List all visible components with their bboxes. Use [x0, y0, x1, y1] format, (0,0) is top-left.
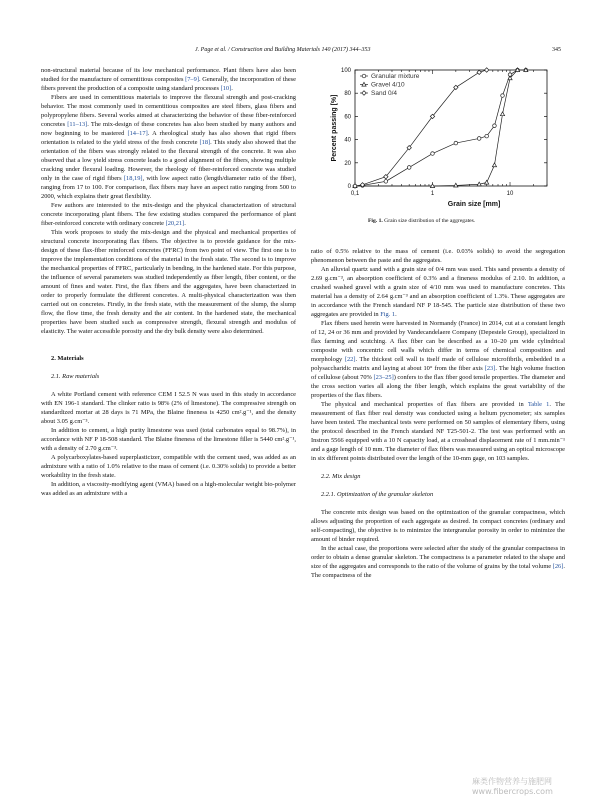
- citation-link[interactable]: [10]: [220, 85, 232, 92]
- paragraph: A white Portland cement with reference CEM I 52.5 N was used in this study in accordance with EN 196-1 standard. The clinker ratio is 98% (2% of limestone). The compressive strength on standardized mortar at 28 days is 71 MPa, the Blaine fineness is 4250 cm².g⁻¹, and the density about 3.05 g.cm⁻³.: [41, 391, 296, 425]
- paragraph: In addition to cement, a high purity limestone was used (total carbonates equal to 98.7%), in accordance with NF P 18-508 standard. The Blaine fineness of the limestone filler is 5440 cm².g⁻¹, with a density of 2.70 g.cm⁻³.: [41, 427, 296, 452]
- data-point: [485, 180, 489, 184]
- right-column: [311, 247, 565, 580]
- citation-link[interactable]: [20,21]: [165, 220, 185, 227]
- left-column: [41, 66, 296, 498]
- journal-header: J. Page et al. / Construction and Building Materials 140 (2017) 344–353: [195, 47, 371, 53]
- data-point: [500, 112, 504, 116]
- x-axis-label: Grain size [mm]: [447, 201, 501, 208]
- citation-link[interactable]: [11–13]: [67, 121, 88, 128]
- paragraph: Fibers are used in cementitious materials to improve the flexural strength and post-cracking behavior. The most commonly used in cementitious composites are steel fibers, glass fibers and polypropylene fibers. Several works aimed at characterizing the behavior of these fiber-reinforced concretes [11–13]. The mix-design of these concretes has also been studied by many authors and now beginning to be mastered [14–17]. A rheological study has also shown that rigid fibers orientation is related to the yield stress of the fresh concrete [18]. This study also showed that the orientation of the fibers was strongly related to the flexural strength of the concrete. It was also observed that a low yield stress concrete leads to a good alignment of the fibers, showing multiple cracking under flexural loading. However, the rheology of fiber-reinforced concrete was studied only in the case of rigid fibers [18,19], with low aspect ratio (length/diameter ratio of the fiber), ranging from 17 to 100. For comparison, flax fibers may have an aspect ratio ranging from 500 to 2000, which explains their great flexibility.: [41, 94, 297, 200]
- data-point: [362, 91, 366, 95]
- data-point: [384, 180, 388, 184]
- table-link[interactable]: Table 1: [527, 401, 550, 408]
- paragraph: This work proposes to study the mix-design and the physical and mechanical properties of structural concrete incorporating flax fibers. The objective is to provide guidance for the mix-design of these flax-fiber reinforced concretes (FFRC) from two point of view. The first one is to improve the implementation conditions of the material in the fresh state. The second is to improve the mechanical properties of FFRC, particularly in bending, in the hardened state. For this purpose, the influence of several parameters was studied independently as fiber length, fiber content, or the amount of fines and water. First, the flax fibers and the aggregates, have been characterized in order to properly formulate the different concretes. A multi-physical characterization was then carried out on concretes. Firstly, in the fresh state, with the measurement of the slump, the slump flow, the flow time, the fresh density and the air content. In the hardened state, the mechanical properties have been studied such as compressive strength, flexural strength and modulus of elasticity. The water accessible porosity and the dry bulk density were also determined.: [41, 229, 296, 335]
- data-point: [492, 163, 496, 167]
- legend-entry: [360, 90, 397, 97]
- paragraph: In the actual case, the proportions were selected after the study of the granular compactness in order to obtain a dense granular skeleton. The compactness is a parameter related to the shape and size of the aggregates and corresponds to the ratio of the volume of grains by the total volume [26]. The compactness of the: [311, 545, 565, 579]
- section-heading: 2. Materials: [51, 355, 84, 362]
- legend-label: Gravel 4/10: [371, 81, 405, 89]
- legend-entry: [360, 73, 420, 80]
- data-point: [485, 134, 489, 138]
- data-point: [454, 141, 458, 145]
- paragraph: Flax fibers used herein were harvested in Normandy (France) in 2014, cut at a constant length of 12, 24 or 36 mm and provided by Vandecandelaere Company (Depestele Group), specialized in flax farming and scutching. A flax fiber can be described as a 10–20 μm wide cylindrical composite with concentric cell walls which differ in terms of chemical composition and morphology [22]. The thickest cell wall is itself made of cellulose microfibrils, embedded in a polysaccharidic matrix and laying at about 10° from the fiber axis [23]. The high volume fraction of cellulose (about 70% [23–25]) confers to the flax fiber good tensile properties. The diameter and the cross section varies all along the fiber length, which explains the great variability of the properties of the flax fibers.: [311, 320, 566, 399]
- legend-label: Granular mixture: [371, 73, 420, 81]
- paragraph: non-structural material because of its low mechanical performance. Plant fibers have also been studied for the manufacture of cementitious composites [7–9]. Generally, the incorporation of these fibers prevent the production of a composite using standard processes [10].: [41, 67, 296, 92]
- subsubsection-heading: 2.2.1. Optimization of the granular skeleton: [321, 491, 434, 498]
- paragraph: ratio of 0.5% relative to the mass of cement (i.e. 0.03% solids) to avoid the segregation phenomenon between the paste and the aggregates.: [311, 248, 565, 264]
- y-tick-label: 80: [344, 91, 351, 98]
- citation-link[interactable]: [7–9]: [185, 76, 199, 83]
- data-point: [477, 137, 481, 141]
- data-point: [493, 124, 497, 128]
- data-point: [362, 74, 366, 78]
- x-tick-label: 0,1: [350, 191, 360, 197]
- y-axis-label: Percent passing [%]: [331, 94, 338, 162]
- citation-link[interactable]: [23]: [484, 365, 496, 372]
- citation-link[interactable]: [23–25]: [373, 374, 394, 381]
- citation-link[interactable]: [14–17]: [127, 130, 148, 137]
- data-point: [477, 70, 481, 74]
- citation-link[interactable]: [22]: [344, 356, 356, 363]
- subsection-heading: 2.1. Raw materials: [51, 373, 100, 380]
- y-tick-label: 100: [340, 68, 351, 74]
- figure-link[interactable]: Fig. 1: [380, 311, 396, 318]
- data-point: [501, 94, 505, 98]
- paragraph: The physical and mechanical properties of flax fibers are provided in Table 1. The measurement of flax fiber real density was conducted using a helium pycnometer; six samples have been tested. The mechanical tests were performed on 50 samples of elementary fibers, using the protocol described in the French standard NF T25-501-2. The test was performed with an Instron 5566 equipped with a 10 N capacity load, at a crosshead displacement rate of 1 mm.min⁻¹ and a gage length of 10 mm. The diameter of flax fibers was measured using an optical microscope in six different points distributed over the length of the 10-mm gage, on 103 samples.: [311, 401, 565, 462]
- legend-entry: [360, 82, 405, 89]
- y-tick-label: 40: [344, 137, 351, 144]
- citation-link[interactable]: [18]: [199, 139, 211, 146]
- data-point: [484, 68, 488, 72]
- data-point: [407, 166, 411, 170]
- subsection-heading: 2.2. Mix design: [321, 473, 361, 480]
- grain-size-chart: [325, 62, 557, 212]
- citation-link[interactable]: [18,19]: [123, 175, 143, 182]
- y-tick-label: 20: [344, 160, 351, 167]
- chart-svg: [325, 62, 557, 212]
- x-tick-label: 10: [506, 191, 514, 197]
- legend-label: Sand 0/4: [371, 90, 398, 98]
- paragraph: A polycarboxylates-based superplasticizer, compatible with the cement used, was added as an admixture with a ratio of 1.0% relative to the mass of cement (i.e. 0.30% solids) to provide a better workability in the fresh state.: [41, 454, 296, 479]
- y-tick-label: 60: [344, 114, 351, 121]
- paragraph: The concrete mix design was based on the optimization of the granular compactness, which allows adjusting the proportion of each aggregate as desired. In compact concretes (ordinary and self-compacting), the objective is to minimize the intergranular porosity in order to minimize the amount of binder required.: [311, 509, 565, 543]
- paragraph: An alluvial quartz sand with a grain size of 0/4 mm was used. This sand presents a density of 2.69 g.cm⁻³, an absorption coefficient of 0.3% and a fineness modulus of 2.10. In addition, a crushed washed gravel with a grain size of 4/10 mm was used to manufacture concretes. This material has a density of 2.64 g.cm⁻³ and an absorption coefficient of 1.3%. These aggregates are in accordance with the French standard NF P 18-545. The particle size distribution of these two aggregates are provided in Fig. 1.: [311, 266, 565, 318]
- watermark: 麻类作物营养与施肥网 www.fibercrops.com: [472, 777, 553, 796]
- x-tick-label: 1: [430, 191, 435, 197]
- page-number: 345: [552, 47, 561, 53]
- data-point: [431, 152, 435, 156]
- paragraph: In addition, a viscosity-modifying agent (VMA) based on a high-molecular weight bio-polymer was added as an admixture with a: [41, 481, 296, 497]
- figure-caption: Fig. 1. Grain size distribution of the aggregates.: [368, 218, 476, 224]
- paragraph: Few authors are interested to the mix-design and the physical characterization of structural concrete incorporating plant fibers. The few existing studies compared the performance of plant fiber-reinforced concrete with ordinary concrete [20,21].: [41, 202, 296, 227]
- y-tick-label: 0: [347, 184, 351, 190]
- citation-link[interactable]: [26]: [552, 563, 564, 570]
